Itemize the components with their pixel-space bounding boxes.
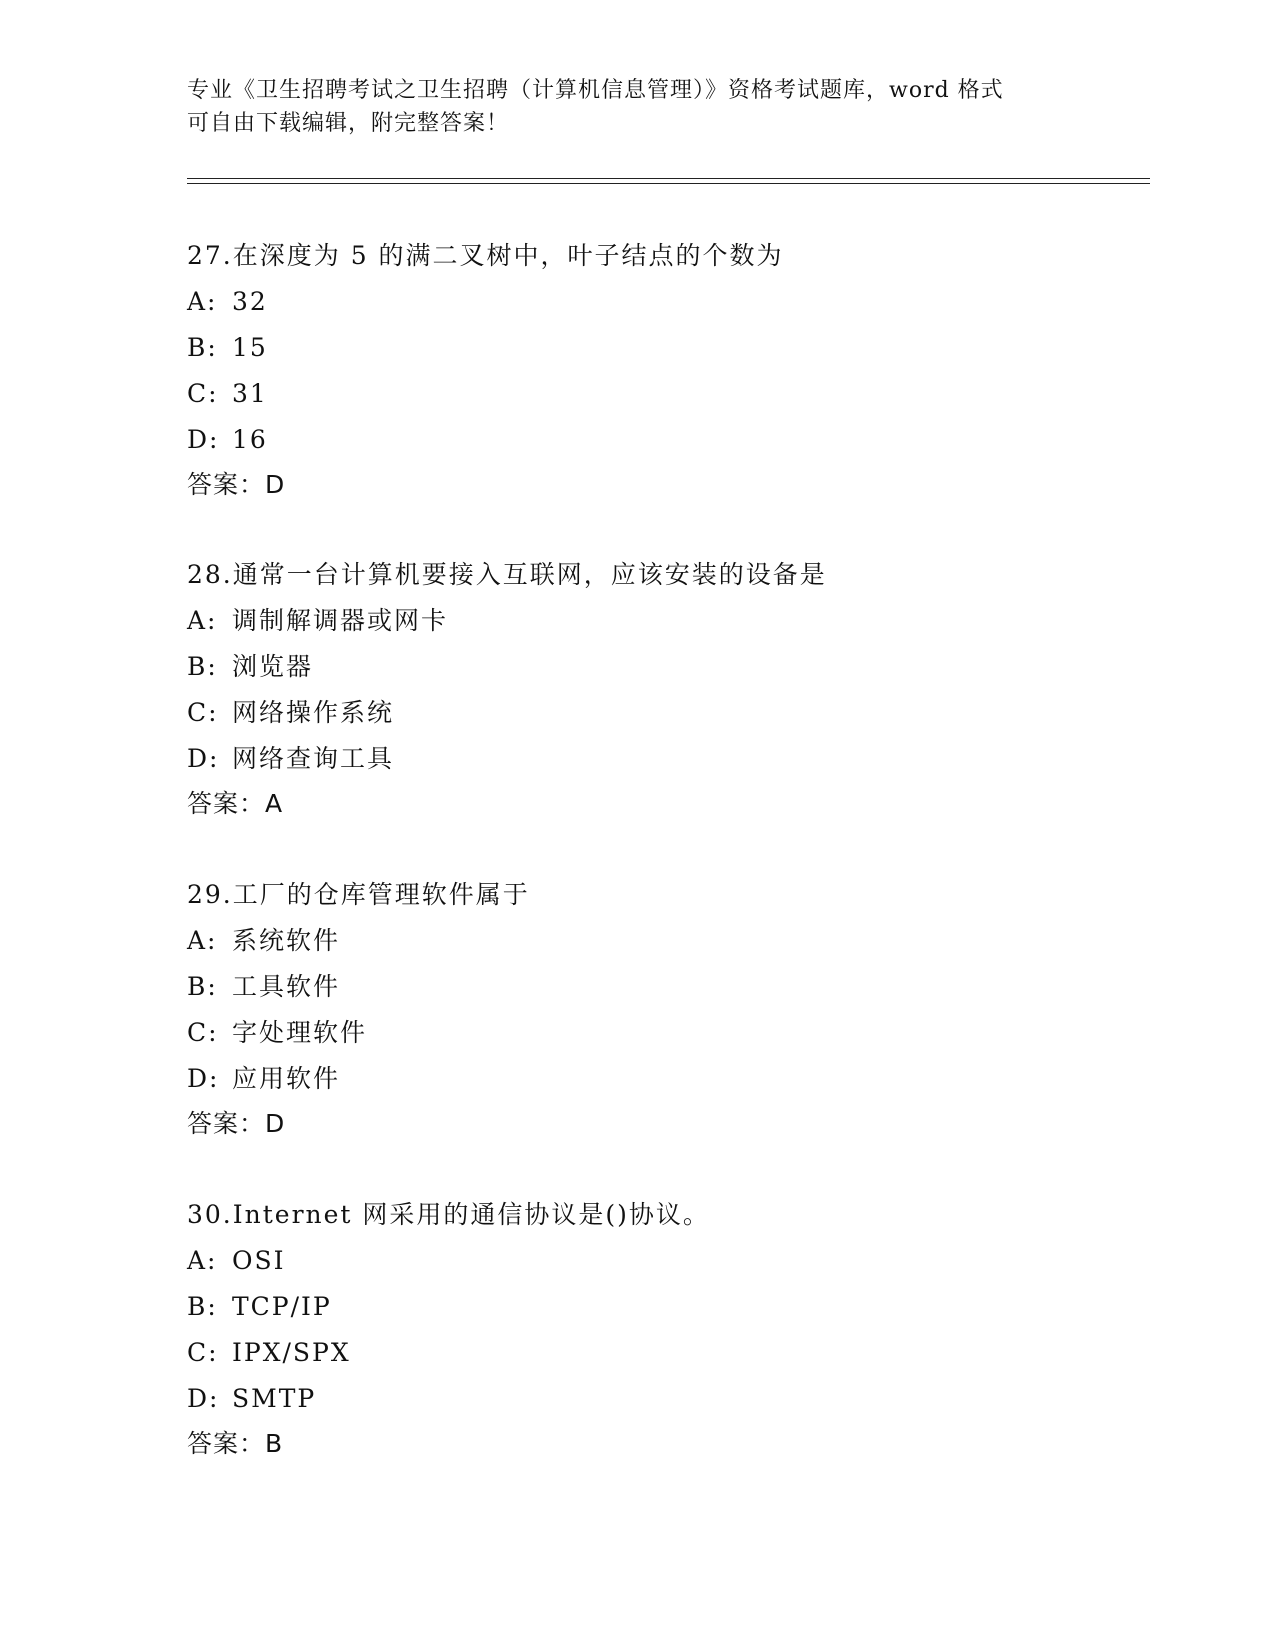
option-letter: D:: [187, 744, 220, 773]
option-text: 网络操作系统: [232, 698, 395, 727]
option-d: [187, 736, 1137, 782]
option-letter: A:: [187, 606, 218, 635]
option-letter: C:: [187, 698, 219, 727]
option-letter: A:: [187, 287, 218, 316]
question-block: [187, 233, 1137, 507]
header-divider-bottom: [187, 183, 1150, 184]
question-block: [187, 872, 1137, 1146]
answer-line: 答案：D: [187, 1109, 286, 1138]
option-a: [187, 918, 1137, 964]
option-c: [187, 1010, 1137, 1056]
option-letter: C:: [187, 1018, 219, 1047]
header-line-1: 专业《卫生招聘考试之卫生招聘（计算机信息管理）》资格考试题库，word 格式: [187, 78, 1004, 103]
option-text: 15: [232, 333, 268, 362]
header-line-2: 可自由下载编辑，附完整答案！: [187, 111, 510, 136]
answer-line: 答案：B: [187, 1429, 284, 1458]
option-d: [187, 1376, 1137, 1422]
option-d: [187, 417, 1137, 463]
option-text: 31: [232, 379, 268, 408]
header-divider-top: [187, 178, 1150, 179]
option-d: [187, 1056, 1137, 1102]
question-block: [187, 552, 1137, 826]
option-letter: B:: [187, 333, 218, 362]
option-text: TCP/IP: [232, 1292, 332, 1321]
option-b: [187, 1284, 1137, 1330]
option-text: 应用软件: [232, 1064, 341, 1093]
option-c: [187, 371, 1137, 417]
answer-line: 答案：A: [187, 789, 284, 818]
option-letter: D:: [187, 1384, 220, 1413]
question-text: 30.Internet 网采用的通信协议是()协议。: [187, 1200, 710, 1229]
option-letter: B:: [187, 652, 218, 681]
option-letter: D:: [187, 1064, 220, 1093]
document-header: [187, 74, 1087, 140]
question-text: 28.通常一台计算机要接入互联网，应该安装的设备是: [187, 560, 827, 589]
option-a: [187, 1238, 1137, 1284]
option-text: 字处理软件: [232, 1018, 368, 1047]
option-a: [187, 598, 1137, 644]
option-text: OSI: [232, 1246, 286, 1275]
option-text: 系统软件: [232, 926, 341, 955]
option-letter: A:: [187, 926, 218, 955]
option-text: SMTP: [232, 1384, 317, 1413]
option-text: 32: [232, 287, 268, 316]
option-text: 浏览器: [232, 652, 314, 681]
option-c: [187, 690, 1137, 736]
option-a: [187, 279, 1137, 325]
option-letter: B:: [187, 972, 218, 1001]
option-text: 网络查询工具: [232, 744, 395, 773]
question-text: 29.工厂的仓库管理软件属于: [187, 880, 530, 909]
option-text: 调制解调器或网卡: [232, 606, 449, 635]
question-text: 27.在深度为 5 的满二叉树中，叶子结点的个数为: [187, 241, 784, 270]
question-block: [187, 1192, 1137, 1466]
option-text: 工具软件: [232, 972, 341, 1001]
option-letter: B:: [187, 1292, 218, 1321]
option-letter: A:: [187, 1246, 218, 1275]
option-text: 16: [232, 425, 268, 454]
option-letter: C:: [187, 1338, 219, 1367]
option-letter: D:: [187, 425, 220, 454]
option-letter: C:: [187, 379, 219, 408]
option-c: [187, 1330, 1137, 1376]
option-b: [187, 644, 1137, 690]
option-b: [187, 964, 1137, 1010]
answer-line: 答案：D: [187, 470, 286, 499]
option-b: [187, 325, 1137, 371]
option-text: IPX/SPX: [232, 1338, 351, 1367]
